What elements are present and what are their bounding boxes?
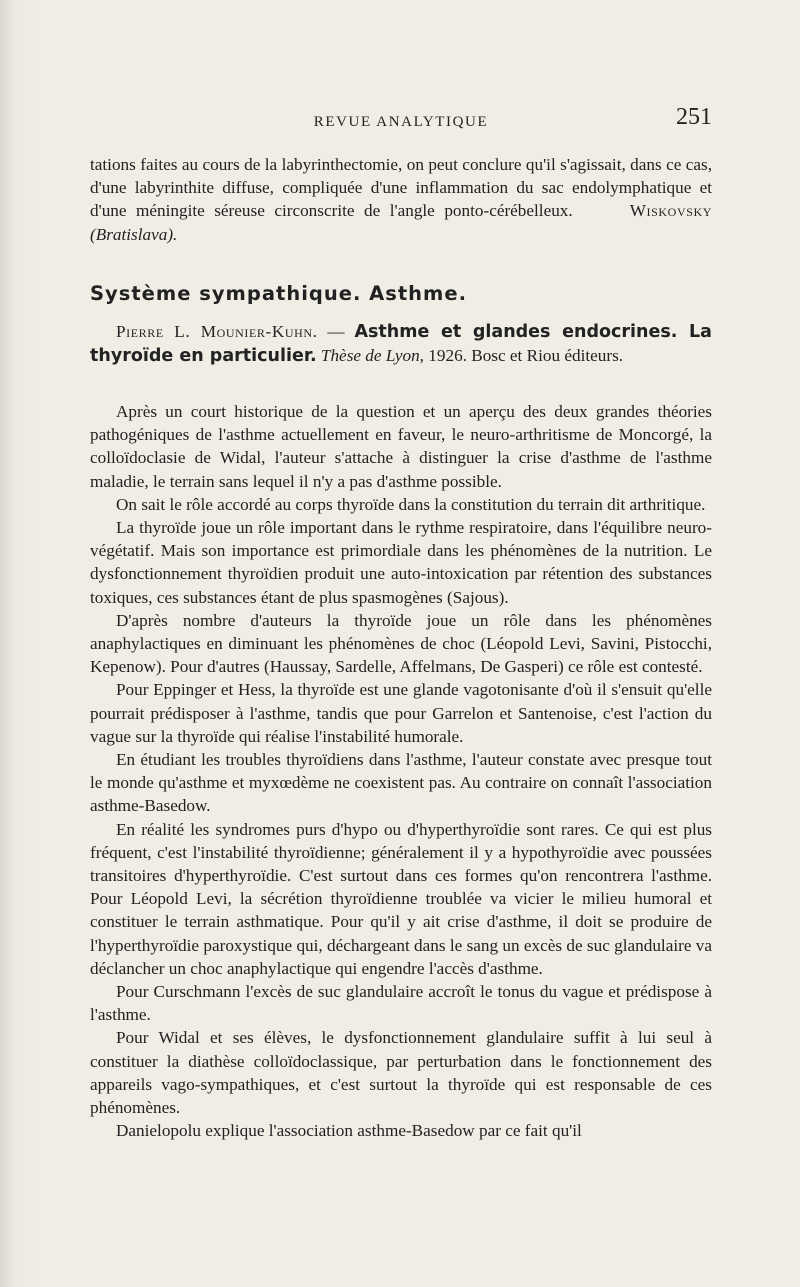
paragraph: D'après nombre d'auteurs la thyroïde joue un rôle dans les phénomènes anaphylactiques en diminuant les phénomènes de choc (Léopold Levi, Savini, Pistocchi, Kepenow). Pour d'autres (Haussay, Sardelle, Affelmans, De Gasperi) ce rôle est contesté.: [90, 610, 712, 677]
paragraph: Pour Eppinger et Hess, la thyroïde est une glande vagotonisante d'où il s'ensuit qu'elle pourrait prédisposer à l'asthme, tandis que pour Garrelon et Santenoise, c'est l'action du vague sur la thyroïde qui réalise l'instabilité humorale.: [90, 680, 712, 746]
paragraph: Pour Widal et ses élèves, le dysfonctionnement glandulaire suffit à lui seul à constituer la diathèse colloïdoclassique, par perturbation dans le fonctionnement des appareils vago-sympathiques, et c'est surtout la thyroïde qui est responsable de ces phénomènes.: [90, 1028, 712, 1118]
reference-dash: —: [317, 322, 355, 341]
bibliographic-reference: [90, 320, 712, 368]
running-title: REVUE ANALYTIQUE: [313, 114, 489, 130]
paragraph: Danielopolu explique l'association asthme-Basedow par ce fait qu'il: [116, 1121, 582, 1141]
paragraph: En réalité les syndromes purs d'hypo ou d'hyperthyroïdie sont rares. Ce qui est plus fréquent, c'est l'instabilité thyroïdienne; généralement il y a hypothyroïdie avec poussées transitoires d'hyperthyroïdie. C'est surtout dans ces formes qu'on rencontrera l'asthme. Pour Léopold Levi, la sécrétion thyroïdienne troublée va vicier le milieu humoral et constituer le terrain asthmatique. Pour qu'il y ait crise d'asthme, il doit se produire de l'hyperthyroïdie paroxystique qui, déchargeant dans le sang un excès de suc glandulaire va déclancher un choc anaphylactique qui engendre l'accès d'asthme.: [90, 819, 712, 978]
continuation-paragraph: [90, 153, 712, 246]
reference-source: Thèse de Lyon,: [320, 346, 424, 366]
reference-publisher: 1926. Bosc et Riou éditeurs.: [423, 346, 624, 366]
author-signature: Wiskovsky: [629, 201, 713, 221]
paragraph: En étudiant les troubles thyroïdiens dans l'asthme, l'auteur constate avec presque tout le monde qu'asthme et myxœdème ne coexistent pas. Au contraire on connaît l'association asthme-Basedow.: [90, 750, 712, 816]
paragraph: On sait le rôle accordé au corps thyroïde dans la constitution du terrain dit arthritique.: [116, 494, 706, 514]
running-header: [90, 104, 712, 134]
review-body: [90, 400, 712, 1143]
section-heading: Système sympathique. Asthme.: [90, 282, 468, 305]
reference-title: Asthme et glandes endocrines. La thyroïde en particulier.: [90, 322, 712, 367]
paragraph: Après un court historique de la question et un aperçu des deux grandes théories pathogéniques de l'asthme actuellement en faveur, le neuro-arthritisme de Moncorgé, la colloïdoclasie de Widal, l'auteur s'attache à distinguer la crise d'asthme de l'asthme maladie, le terrain sans lequel il n'y a pas d'asthme possible.: [90, 402, 712, 491]
paragraph: Pour Curschmann l'excès de suc glandulaire accroît le tonus du vague et prédispose à l'asthme.: [90, 982, 712, 1025]
continuation-text: tations faites au cours de la labyrinthectomie, on peut conclure qu'il s'agissait, dans ce cas, d'une labyrinthite diffuse, compliquée d'une inflammation du sac endolymphatique et d'une méningite séreuse circonscrite de l'angle ponto-cérébelleux.: [90, 155, 712, 221]
author-location: (Bratislava).: [90, 224, 178, 244]
page-number: 251: [676, 104, 712, 130]
reference-author: Pierre L. Mounier-Kuhn.: [116, 322, 318, 341]
paragraph: La thyroïde joue un rôle important dans le rythme respiratoire, dans l'équilibre neuro-végétatif. Mais son importance est primordiale dans les phénomènes de la nutrition. Le dysfonctionnement thyroïdien produit une auto-intoxication par rétention des substances toxiques, ces substances étant de plus spasmogènes (Sajous).: [90, 518, 712, 607]
